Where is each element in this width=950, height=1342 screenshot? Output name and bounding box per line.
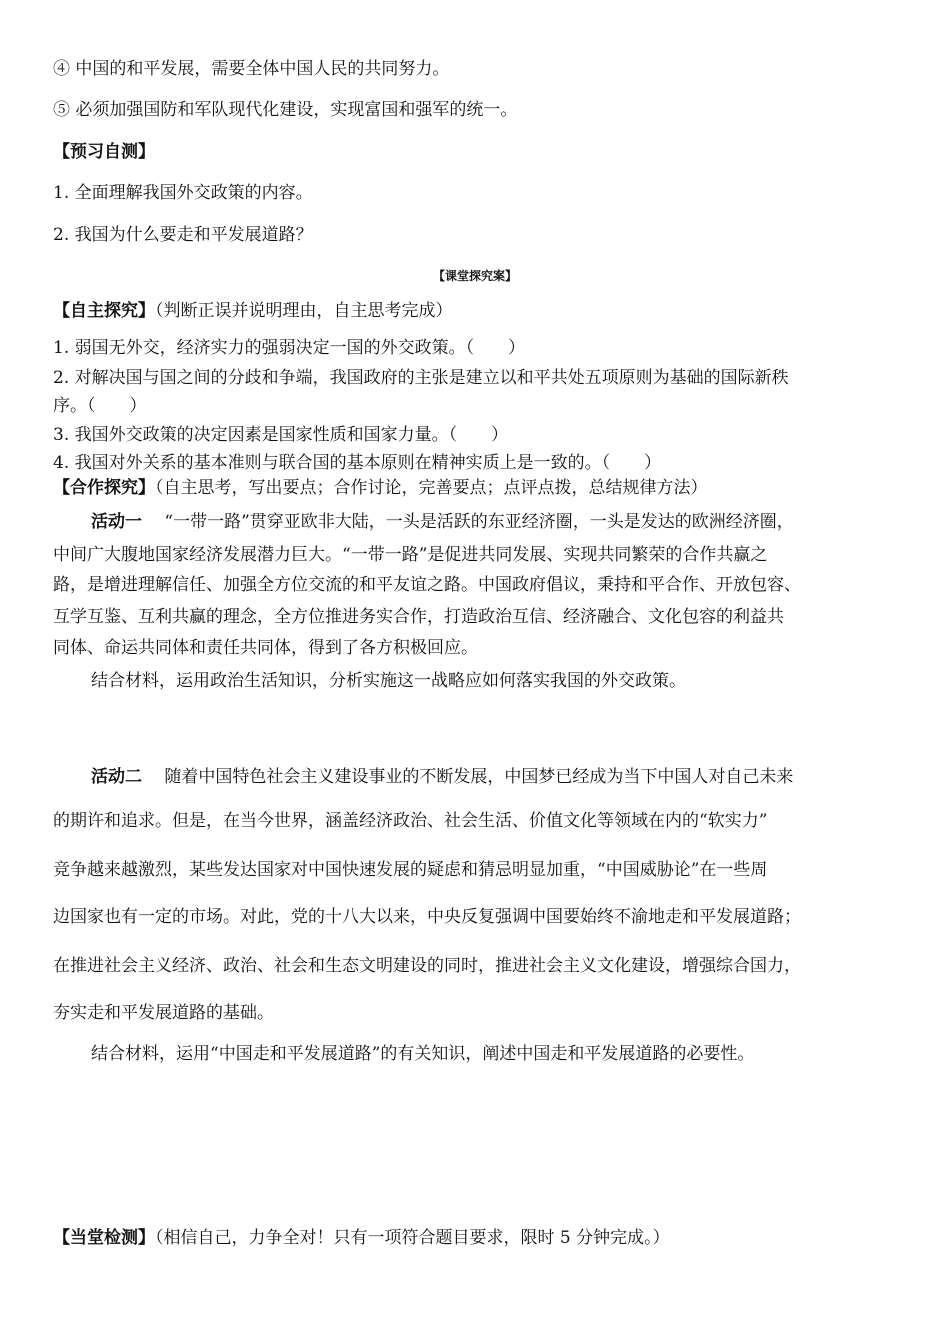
coop-explore-heading: 【合作探究】: [53, 478, 155, 498]
list-item-5: ⑤ 必须加强国防和军队现代化建设，实现富国和强军的统一。: [53, 100, 518, 120]
preview-question-1: 1. 全面理解我国外交政策的内容。: [53, 183, 313, 203]
in-class-test-header: [53, 1227, 670, 1249]
judge-item-2: 2. 对解决国与国之间的分歧和争端，我国政府的主张是建立以和平共处五项原则为基础的国际新秩: [53, 368, 789, 388]
self-explore-heading: 【自主探究】: [53, 301, 155, 321]
preview-question-2: 2. 我国为什么要走和平发展道路？: [53, 225, 313, 245]
activity1-line-5: 同体、命运共同体和责任共同体，得到了各方积极回应。: [53, 638, 478, 658]
judge-item-1: 1. 弱国无外交，经济实力的强弱决定一国的外交政策。（ ）: [53, 338, 526, 358]
in-class-test-instruction: （相信自己，力争全对！只有一项符合题目要求，限时 5 分钟完成。）: [155, 1228, 670, 1248]
coop-explore-instruction: （自主思考，写出要点；合作讨论，完善要点；点评点拨，总结规律方法）: [155, 478, 708, 498]
activity1-line-2: 中间广大腹地国家经济发展潜力巨大。“一带一路”是促进共同发展、实现共同繁荣的合作共赢之: [53, 545, 768, 565]
activity2-first-line: [91, 766, 793, 788]
self-explore-instruction: （判断正误并说明理由，自主思考完成）: [155, 301, 453, 321]
activity2-label: 活动二: [91, 767, 142, 787]
judge-item-2-cont: 序。（ ）: [53, 396, 147, 416]
in-class-test-heading: 【当堂检测】: [53, 1228, 155, 1248]
activity1-text: “一带一路”贯穿亚欧非大陆，一头是活跃的东亚经济圈，一头是发达的欧洲经济圈，: [164, 512, 794, 532]
activity2-line-6: 夯实走和平发展道路的基础。: [53, 1003, 274, 1023]
activity1-first-line: [91, 511, 794, 533]
activity2-line-4: 边国家也有一定的市场。对此，党的十八大以来，中央反复强调中国要始终不渝地走和平发展道路；: [53, 907, 801, 927]
activity1-question: 结合材料，运用政治生活知识，分析实施这一战略应如何落实我国的外交政策。: [91, 671, 686, 691]
judge-item-3: 3. 我国外交政策的决定因素是国家性质和国家力量。（ ）: [53, 425, 509, 445]
activity1-line-3: 路，是增进理解信任、加强全方位交流的和平友谊之路。中国政府倡议，秉持和平合作、开放包容、: [53, 575, 801, 595]
activity2-line-2: 的期许和追求。但是，在当今世界，涵盖经济政治、社会生活、价值文化等领域在内的“软实力”: [53, 811, 768, 831]
self-explore-header: [53, 300, 453, 322]
activity1-line-4: 互学互鉴、互利共赢的理念，全方位推进务实合作，打造政治互信、经济融合、文化包容的利益共: [53, 607, 784, 627]
activity2-line-3: 竞争越来越激烈，某些发达国家对中国快速发展的疑虑和猜忌明显加重，“中国威胁论”在一些周: [53, 860, 768, 880]
activity2-question: 结合材料，运用“中国走和平发展道路”的有关知识，阐述中国走和平发展道路的必要性。: [91, 1044, 755, 1064]
activity1-label: 活动一: [91, 512, 142, 532]
activity2-line-5: 在推进社会主义经济、政治、社会和生态文明建设的同时，推进社会主义文化建设，增强综合国力，: [53, 956, 801, 976]
preview-heading: 【预习自测】: [53, 142, 155, 162]
list-item-4: ④ 中国的和平发展，需要全体中国人民的共同努力。: [53, 59, 450, 79]
activity2-text: 随着中国特色社会主义建设事业的不断发展，中国梦已经成为当下中国人对自己未来: [164, 767, 794, 787]
classroom-title: 【课堂探究案】: [432, 269, 517, 283]
coop-explore-header: [53, 477, 708, 499]
judge-item-4: 4. 我国对外关系的基本准则与联合国的基本原则在精神实质上是一致的。（ ）: [53, 453, 662, 473]
